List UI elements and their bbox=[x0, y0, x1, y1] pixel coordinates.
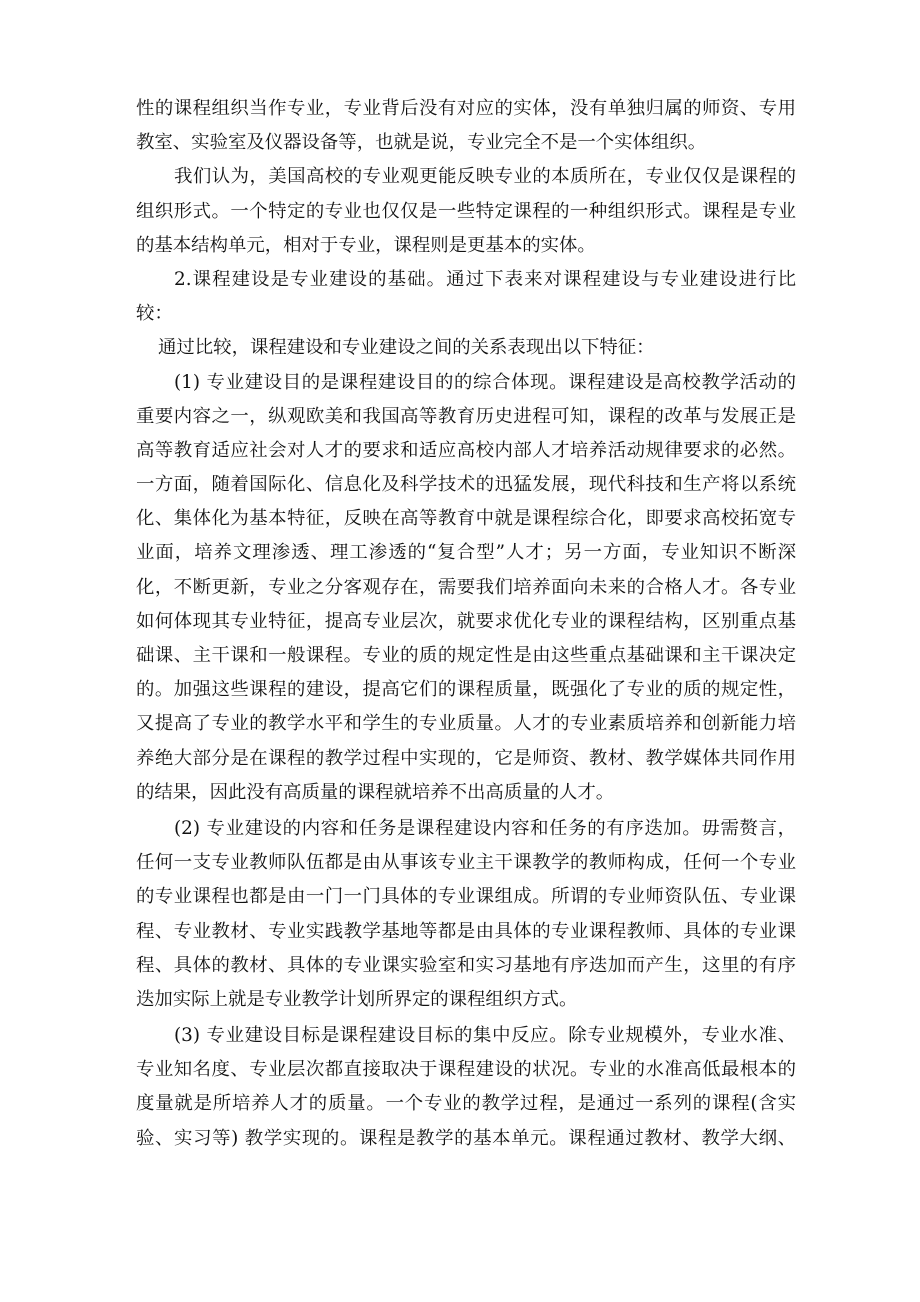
paragraph-2 bbox=[136, 160, 796, 263]
paragraph-6 bbox=[136, 812, 796, 1017]
text-line: 如何体现其专业特征，提高专业层次，就要求优化专业的课程结构，区别重点基 bbox=[136, 610, 796, 632]
text-line: 重要内容之一，纵观欧美和我国高等教育历史进程可知，课程的改革与发展正是 bbox=[136, 405, 796, 427]
text-line: 一方面，随着国际化、信息化及科学技术的迅猛发展，现代科技和生产将以系统 bbox=[136, 474, 796, 496]
text-line: 迭加实际上就是专业教学计划所界定的课程组织方式。 bbox=[136, 988, 578, 1010]
document-body bbox=[136, 92, 796, 1156]
paragraph-1 bbox=[136, 92, 796, 160]
text-line: 程、专业教材、专业实践教学基地等都是由具体的专业课程教师、具体的专业课 bbox=[136, 920, 796, 942]
text-line: 教室、实验室及仪器设备等，也就是说，专业完全不是一个实体组织。 bbox=[136, 132, 707, 154]
text-line: 组织形式。一个特定的专业也仅仅是一些特定课程的一种组织形式。课程是专业 bbox=[136, 200, 796, 222]
text-line: 的基本结构单元，相对于专业，课程则是更基本的实体。 bbox=[136, 234, 596, 256]
text-line: 养绝大部分是在课程的教学过程中实现的，它是师资、教材、教学媒体共同作用 bbox=[136, 747, 796, 769]
text-line: 的专业课程也都是由一门一门具体的专业课组成。所谓的专业师资队伍、专业课 bbox=[136, 886, 796, 908]
text-line: 的结果，因此没有高质量的课程就培养不出高质量的人才。 bbox=[136, 781, 615, 803]
paragraph-4 bbox=[136, 331, 796, 365]
text-line: 础课、主干课和一般课程。专业的质的规定性是由这些重点基础课和主干课决定 bbox=[136, 645, 796, 666]
text-line: 专业知名度、专业层次都直接取决于课程建设的状况。专业的水准高低最根本的 bbox=[136, 1059, 796, 1081]
text-line: (2) 专业建设的内容和任务是课程建设内容和任务的有序迭加。毋需赘言， bbox=[174, 817, 796, 839]
text-line: 我们认为，美国高校的专业观更能反映专业的本质所在，专业仅仅是课程的 bbox=[174, 166, 796, 188]
text-line: 度量就是所培养人才的质量。一个专业的教学过程，是通过一系列的课程(含实 bbox=[136, 1093, 796, 1115]
text-line: (3) 专业建设目标是课程建设目标的集中反应。除专业规模外，专业水准、 bbox=[174, 1025, 796, 1047]
text-line: 通过比较，课程建设和专业建设之间的关系表现出以下特征： bbox=[158, 337, 655, 359]
text-line: 任何一支专业教师队伍都是由从事该专业主干课教学的教师构成，任何一个专业 bbox=[136, 852, 796, 874]
text-line: 2.课程建设是专业建设的基础。通过下表来对课程建设与专业建设进行比 bbox=[174, 268, 796, 290]
text-line: 又提高了专业的教学水平和学生的专业质量。人才的专业素质培养和创新能力培 bbox=[136, 713, 796, 735]
text-line: 性的课程组织当作专业，专业背后没有对应的实体，没有单独归属的师资、专用 bbox=[136, 98, 796, 119]
text-line: 程、具体的教材、具体的专业课实验室和实习基地有序迭加而产生，这里的有序 bbox=[136, 954, 796, 976]
text-line: 的。加强这些课程的建设，提高它们的课程质量，既强化了专业的质的规定性， bbox=[136, 679, 796, 701]
paragraph-5 bbox=[136, 366, 796, 810]
text-line: 较： bbox=[136, 303, 173, 325]
text-line: 高等教育适应社会对人才的要求和适应高校内部人才培养活动规律要求的必然。 bbox=[136, 439, 796, 461]
text-line: (1) 专业建设目的是课程建设目的的综合体现。课程建设是高校教学活动的 bbox=[174, 371, 796, 393]
paragraph-7 bbox=[136, 1019, 796, 1156]
text-line: 化、集体化为基本特征，反映在高等教育中就是课程综合化，即要求高校拓宽专 bbox=[136, 508, 796, 530]
paragraph-3 bbox=[136, 263, 796, 331]
text-line: 验、实习等) 教学实现的。课程是教学的基本单元。课程通过教材、教学大纲、 bbox=[136, 1127, 796, 1149]
text-line: 业面，培养文理渗透、理工渗透的“复合型”人才；另一方面，专业知识不断深 bbox=[136, 542, 796, 564]
text-line: 化，不断更新，专业之分客观存在，需要我们培养面向未来的合格人才。各专业 bbox=[136, 576, 796, 598]
